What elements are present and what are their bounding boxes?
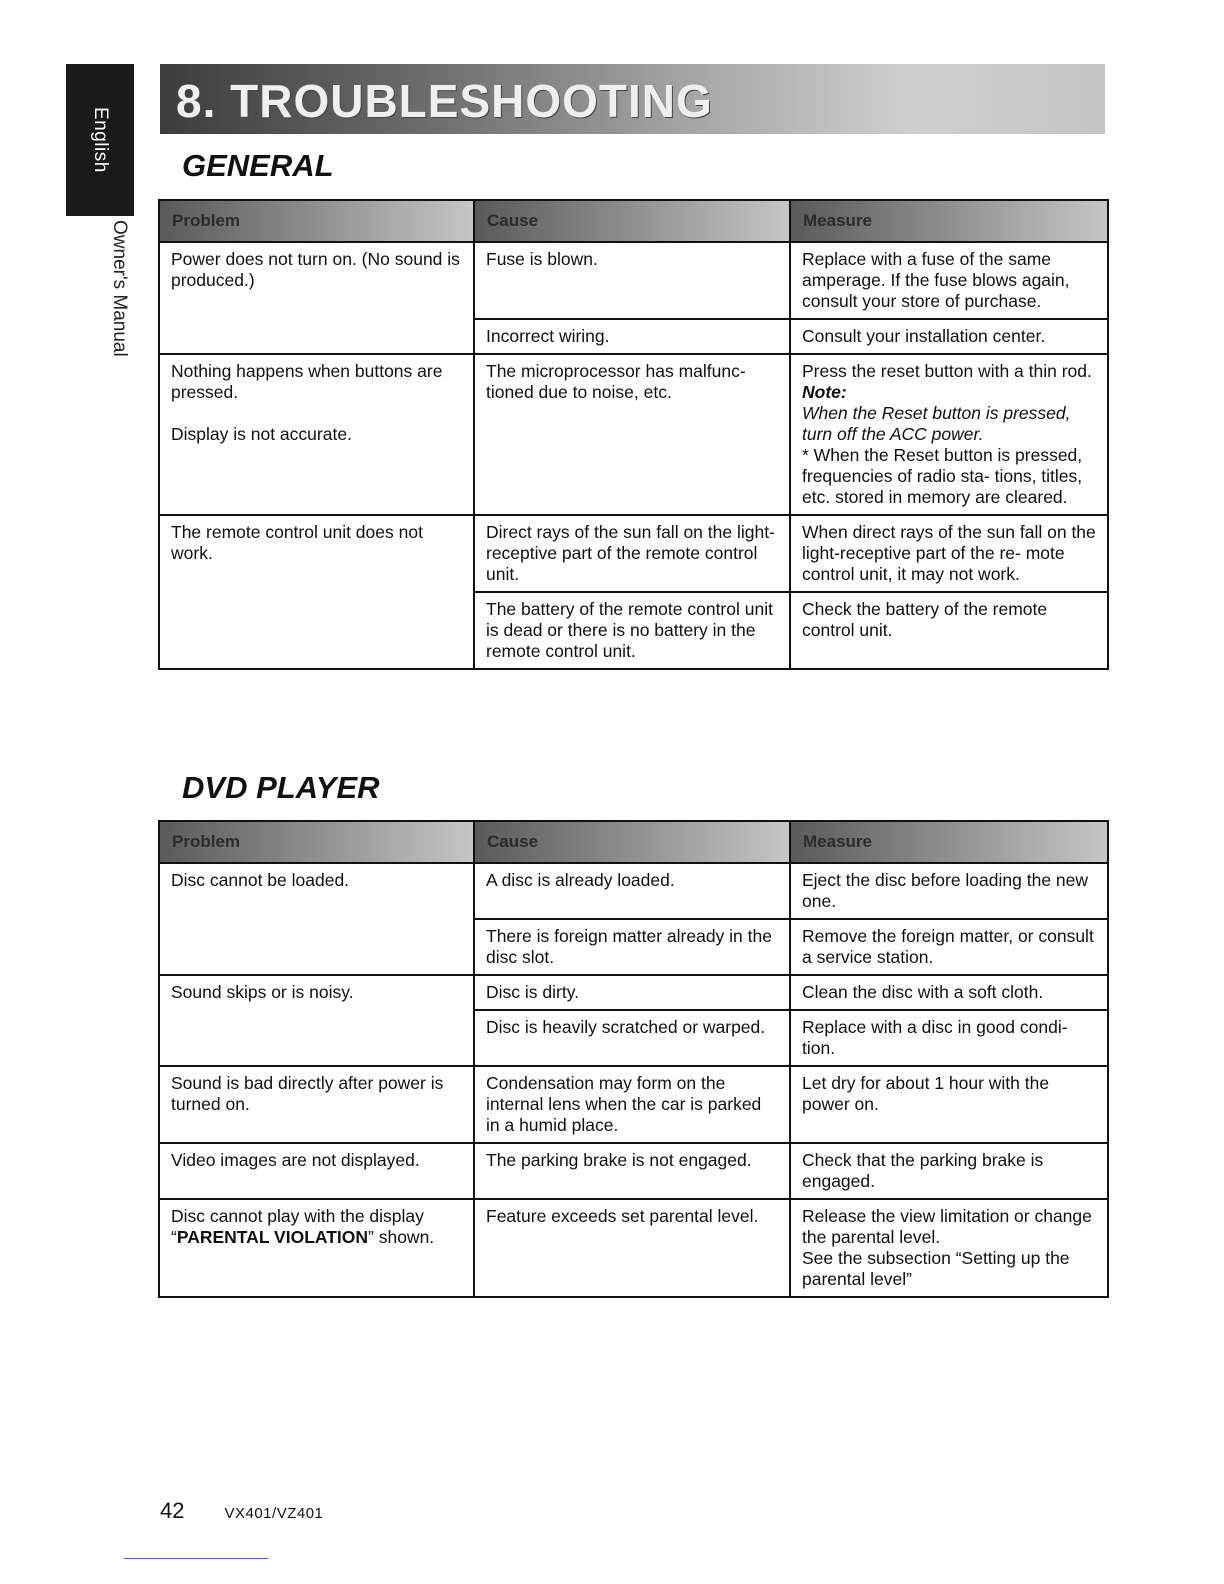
table-row [159,1143,1108,1199]
cause-cell: The parking brake is not engaged. [474,1143,790,1199]
cause-header: Cause [474,200,790,242]
measure-cell [790,1199,1108,1297]
manual-side-label-wrap [104,220,134,370]
problem-cell [159,1199,474,1297]
cause-cell: A disc is already loaded. [474,863,790,919]
problem-text: Nothing happens when buttons are pressed. [171,361,443,402]
problem-cell: Sound is bad directly after power is turned on. [159,1066,474,1143]
language-tab-label-wrap [66,64,134,216]
language-label: English [90,107,111,173]
table-row [159,242,1108,319]
cause-cell: Incorrect wiring. [474,319,790,354]
problem-cell: Sound skips or is noisy. [159,975,474,1066]
cause-cell: The battery of the remote control unit is dead or there is no battery in the remote control unit. [474,592,790,669]
note-extra: * When the Reset button is pressed, frequencies of radio sta- tions, titles, etc. stored in memory are cleared. [802,445,1083,507]
problem-cell [159,354,474,515]
general-troubleshooting-table [158,199,1109,670]
measure-text: Press the reset button with a thin rod. [802,361,1092,381]
problem-cell: Video images are not displayed. [159,1143,474,1199]
problem-cell: The remote control unit does not work. [159,515,474,669]
measure-text-secondary: See the subsection “Setting up the parental level” [802,1248,1070,1289]
cause-cell: There is foreign matter already in the disc slot. [474,919,790,975]
measure-cell: Replace with a fuse of the same amperage. If the fuse blows again, consult your store of purchase. [790,242,1108,319]
dvd-section-title: DVD PLAYER [182,770,380,805]
general-section-title: GENERAL [182,148,334,183]
cause-cell: Fuse is blown. [474,242,790,319]
problem-text-suffix: ” shown. [368,1227,435,1247]
page-footer [160,1498,323,1524]
measure-cell: Let dry for about 1 hour with the power on. [790,1066,1108,1143]
table-header-row [159,821,1108,863]
cause-cell: Feature exceeds set parental level. [474,1199,790,1297]
problem-cell: Power does not turn on. (No sound is produced.) [159,242,474,354]
manual-label: Owner's Manual [109,220,130,357]
problem-header: Problem [159,200,474,242]
cause-cell: Disc is heavily scratched or warped. [474,1010,790,1066]
measure-cell: Replace with a disc in good condi- tion. [790,1010,1108,1066]
measure-cell: Clean the disc with a soft cloth. [790,975,1108,1010]
table-row [159,1199,1108,1297]
measure-cell: Consult your installation center. [790,319,1108,354]
problem-cell: Disc cannot be loaded. [159,863,474,975]
page-number: 42 [160,1498,185,1523]
problem-text-secondary: Display is not accurate. [171,424,352,444]
dvd-troubleshooting-table [158,820,1109,1298]
measure-cell: Remove the foreign matter, or consult a service station. [790,919,1108,975]
measure-header: Measure [790,200,1108,242]
table-row [159,863,1108,919]
cause-header: Cause [474,821,790,863]
table-row [159,1066,1108,1143]
chapter-title: 8. TROUBLESHOOTING [176,75,713,127]
table-row [159,515,1108,592]
cause-cell: Direct rays of the sun fall on the light-receptive part of the remote control unit. [474,515,790,592]
note-text: When the Reset button is pressed, turn off the ACC power. [802,403,1071,444]
problem-text-prefix: Disc cannot play with the display “ [171,1206,424,1247]
measure-cell: Check the battery of the remote control unit. [790,592,1108,669]
measure-cell: When direct rays of the sun fall on the light-receptive part of the re- mote control unit, it may not work. [790,515,1108,592]
table-header-row [159,200,1108,242]
table-row [159,354,1108,515]
parental-violation-label: PARENTAL VIOLATION [176,1227,369,1247]
cause-cell: The microprocessor has malfunc- tioned due to noise, etc. [474,354,790,515]
measure-cell [790,354,1108,515]
measure-text: Release the view limitation or change the parental level. [802,1206,1092,1247]
measure-header: Measure [790,821,1108,863]
problem-header: Problem [159,821,474,863]
footer-rule [124,1558,268,1559]
note-heading: Note: [802,382,847,402]
cause-cell: Disc is dirty. [474,975,790,1010]
measure-cell: Check that the parking brake is engaged. [790,1143,1108,1199]
table-row [159,975,1108,1010]
cause-cell: Condensation may form on the internal lens when the car is parked in a humid place. [474,1066,790,1143]
measure-cell: Eject the disc before loading the new one. [790,863,1108,919]
model-number: VX401/VZ401 [224,1505,324,1522]
